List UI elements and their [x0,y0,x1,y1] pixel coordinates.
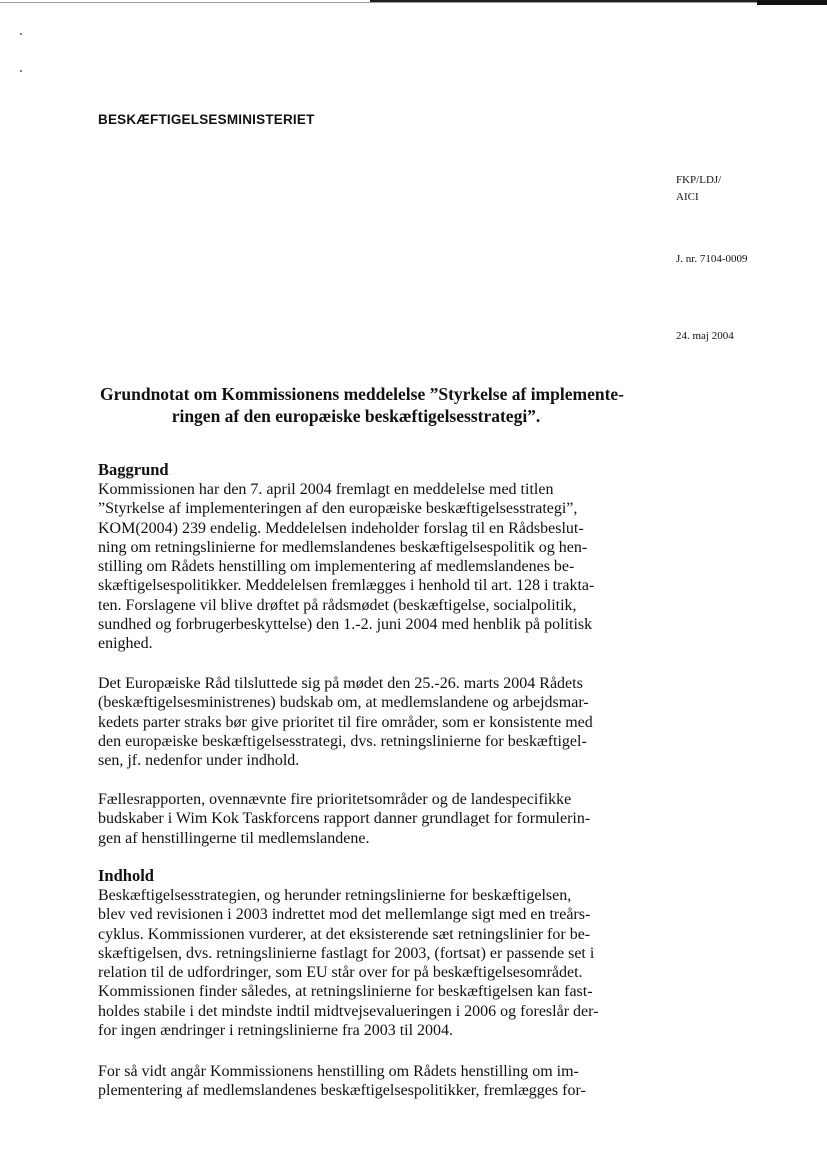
section-heading: Baggrund [98,460,169,479]
paragraph [98,674,618,770]
text-line: For så vidt angår Kommissionens henstilling om Rådets henstilling om im- [98,1063,579,1080]
text-line: gen af henstillingerne til medlemslandene. [98,829,370,847]
reference-initials-2: AICI [676,191,699,203]
paragraph [98,480,618,654]
text-line: skæftigelsen, dvs. retningslinierne fastlagt for 2003, (fortsat) er passende set i [98,944,595,962]
text-line: sundhed og forbrugerbeskyttelse) den 1.-2. juni 2004 med henblik på politisk [98,616,593,634]
paragraph [98,886,618,1040]
paragraph [98,1062,618,1101]
text-line: blev ved revisionen i 2003 indrettet mod det mellemlange sigt med en treårs- [98,906,591,924]
paragraph-recommendation [98,1062,618,1101]
text-line: sen, jf. nedenfor under indhold. [98,752,300,770]
text-line: ning om retningslinierne for medlemslandenes beskæftigelsespolitik og hen- [98,538,588,556]
reference-initials: FKP/LDJ/ [676,174,722,186]
text-line: skæftigelsespolitikker. Meddelelsen fremlægges i henhold til art. 128 i trakta- [98,577,595,595]
text-line: plementering af medlemslandenes beskæftigelsespolitikker, fremlægges for- [98,1082,586,1100]
title-line: ringen af den europæiske beskæftigelsesstrategi”. [171,406,541,426]
journal-number: J. nr. 7104-0009 [676,253,748,265]
text-line: for ingen ændringer i retningslinierne fra 2003 til 2004. [98,1022,454,1040]
text-line: KOM(2004) 239 endelig. Meddelelsen indeholder forslag til en Rådsbeslut- [98,519,584,537]
top-scan-rule-dark [370,0,827,5]
text-line: Det Europæiske Råd tilsluttede sig på mødet den 25.-26. marts 2004 Rådets [98,675,583,692]
section-baggrund [98,460,618,654]
title-line: Grundnotat om Kommissionens meddelelse ”Styrkelse af implemente- [100,384,624,404]
text-line: enighed. [98,635,153,653]
section-indhold [98,866,618,1040]
text-line: holdes stabile i det mindste indtil midtvejsevalueringen i 2006 og foreslår der- [98,1002,599,1020]
text-line: (beskæftigelsesministrenes) budskab om, at medlemslandene og arbejdsmar- [98,694,589,712]
document-title [100,383,624,427]
paragraph-european-council [98,674,618,770]
text-line: Fællesrapporten, ovennævnte fire prioritetsområder og de landespecifikke [98,791,572,808]
scan-speck [20,33,22,35]
text-line: stilling om Rådets henstilling om implementering af medlemslandenes be- [98,558,575,576]
text-line: ”Styrkelse af implementeringen af den europæiske beskæftigelsesstrategi”, [98,500,578,518]
ministry-name: BESKÆFTIGELSESMINISTERIET [98,112,315,127]
text-line: Kommissionen har den 7. april 2004 fremlagt en meddelelse med titlen [98,481,554,498]
text-line: ten. Forslagene vil blive drøftet på rådsmødet (beskæftigelse, socialpolitik, [98,596,577,614]
document-date: 24. maj 2004 [676,330,734,342]
section-heading: Indhold [98,866,154,885]
paragraph [98,790,618,848]
text-line: Kommissionen finder således, at retningslinierne for beskæftigelsen kan fast- [98,983,593,1001]
paragraph-joint-report [98,790,618,848]
text-line: relation til de udfordringer, som EU står over for på beskæftigelsesområdet. [98,964,583,982]
text-line: den europæiske beskæftigelsesstrategi, dvs. retningslinierne for beskæftigel- [98,732,587,750]
scan-speck [20,70,22,72]
text-line: kedets parter straks bør give prioritet til fire områder, som er konsistente med [98,713,593,731]
text-line: cyklus. Kommissionen vurderer, at det eksisterende sæt retningslinier for be- [98,925,591,943]
reference-block [676,172,721,206]
text-line: Beskæftigelsesstrategien, og herunder retningslinierne for beskæftigelsen, [98,887,572,904]
text-line: budskaber i Wim Kok Taskforcens rapport danner grundlaget for formulerin- [98,810,591,828]
